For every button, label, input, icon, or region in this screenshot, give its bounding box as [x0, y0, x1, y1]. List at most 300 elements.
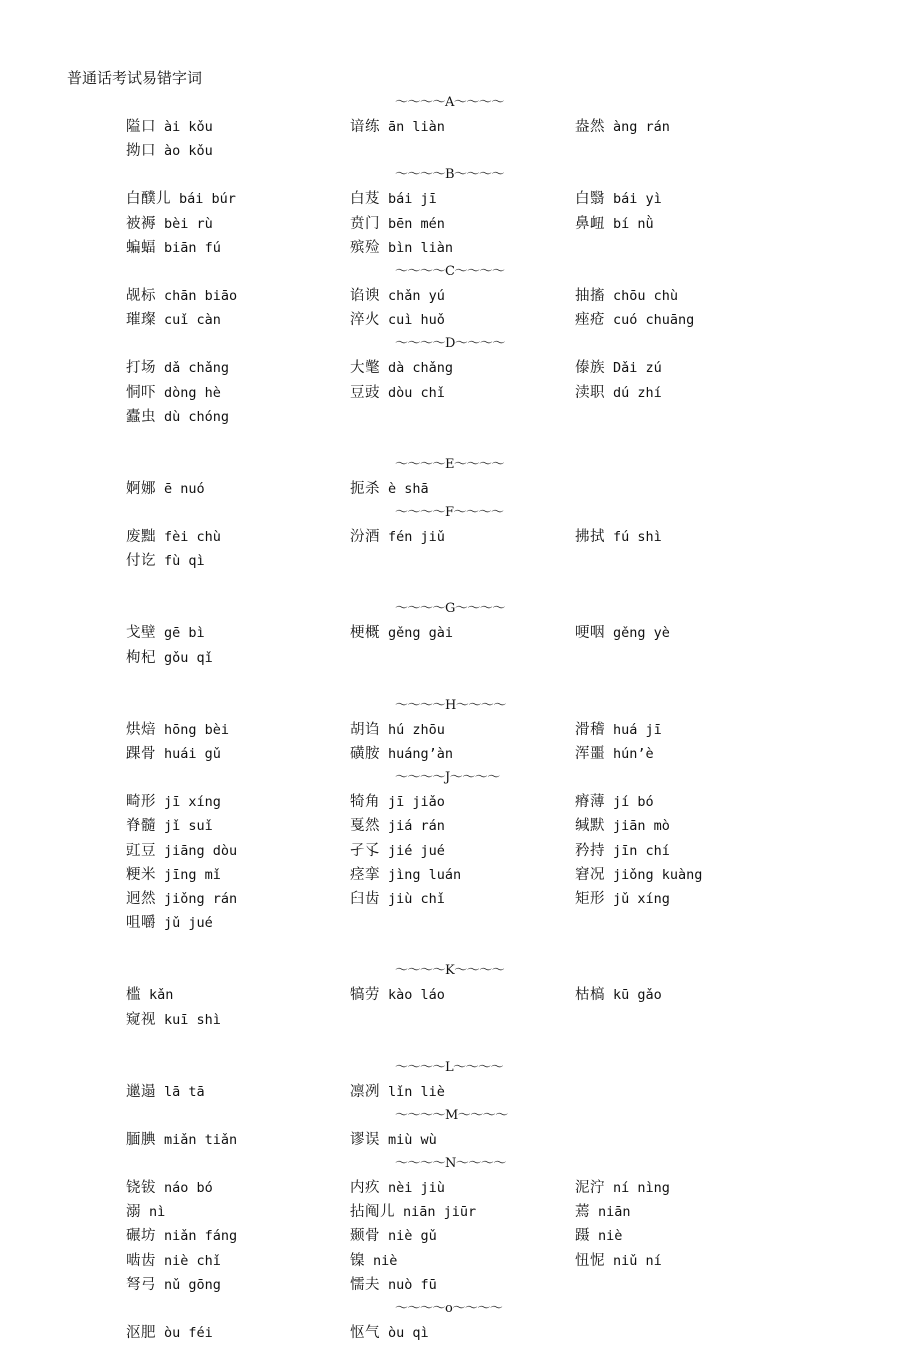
letter-section-o [0, 1297, 920, 1345]
word-text: 痤疮 [575, 312, 605, 329]
word-text: 付讫 [126, 553, 156, 570]
word-entry [575, 115, 670, 139]
letter-section-F [0, 501, 920, 573]
word-text: 缄默 [575, 818, 605, 835]
pinyin-text: lǐn liè [388, 1083, 445, 1100]
section-divider [0, 163, 920, 187]
section-letter-heading: ～～～～A～～～～ [395, 95, 504, 110]
letter-section-A [0, 91, 920, 163]
section-letter-heading: ～～～～D～～～～ [395, 336, 505, 352]
word-entry [126, 839, 237, 863]
word-text: 谬误 [350, 1131, 380, 1148]
word-entry [126, 1249, 221, 1273]
word-entry [126, 139, 213, 163]
word-text: 畸形 [126, 794, 156, 811]
word-text: 淬火 [350, 312, 380, 329]
word-entry [126, 236, 221, 260]
word-entry [126, 549, 205, 573]
section-letter-heading: ～～～～E～～～～ [395, 456, 504, 472]
word-row [0, 887, 920, 911]
pinyin-text: bí nǜ [613, 215, 654, 232]
word-entry [350, 814, 445, 838]
word-text: 犄角 [350, 794, 380, 811]
word-entry [126, 1176, 213, 1200]
pinyin-text: jǔ xíng [613, 890, 670, 907]
pinyin-text: kào láo [388, 987, 445, 1004]
section-divider [0, 453, 920, 477]
pinyin-text: bìn liàn [388, 239, 454, 256]
letter-section-N [0, 1152, 920, 1297]
pinyin-text: niān [598, 1204, 631, 1221]
pinyin-text: bái yì [613, 191, 662, 208]
section-divider [0, 959, 920, 983]
pinyin-text: bái jī [388, 191, 437, 208]
word-text: 梗概 [350, 625, 380, 642]
word-entry [350, 1273, 437, 1297]
pinyin-text: bēn mén [388, 215, 445, 232]
word-row [0, 549, 920, 573]
pinyin-text: cuì huǒ [388, 312, 445, 329]
word-row [0, 983, 920, 1007]
word-text: 瘠薄 [575, 794, 605, 811]
pinyin-text: cuǐ càn [164, 312, 221, 329]
section-letter-heading: ～～～～H～～～～ [395, 697, 506, 713]
pinyin-text: fèi chù [164, 529, 221, 546]
word-row [0, 187, 920, 211]
pinyin-text: miù wù [388, 1131, 437, 1148]
word-text: 腼腆 [126, 1131, 156, 1148]
pinyin-text: jīn chí [613, 842, 670, 859]
word-entry [126, 381, 221, 405]
section-spacer [0, 1032, 920, 1056]
word-entry [575, 525, 662, 549]
word-entry [575, 863, 702, 887]
word-row [0, 477, 920, 501]
word-entry [575, 839, 670, 863]
pinyin-text: cuó chuāng [613, 312, 695, 329]
letter-section-L [0, 1032, 920, 1104]
pinyin-text: fù qì [164, 553, 205, 570]
pinyin-text: ē nuó [164, 480, 205, 497]
section-divider [0, 1104, 920, 1128]
word-row [0, 236, 920, 260]
pinyin-text: niān jiūr [403, 1204, 477, 1221]
pinyin-text: bèi rù [164, 215, 213, 232]
word-text: 啮齿 [126, 1252, 156, 1269]
pinyin-text: ào kǒu [164, 143, 213, 160]
word-text: 孑孓 [350, 842, 380, 859]
word-row [0, 1176, 920, 1200]
pinyin-text: jiù chǐ [388, 890, 445, 907]
word-entry [350, 742, 453, 766]
word-entry [575, 212, 654, 236]
word-text: 怄气 [350, 1325, 380, 1341]
word-text: 咀嚼 [126, 915, 156, 932]
section-divider [0, 597, 920, 621]
pinyin-text: ān liàn [388, 119, 445, 135]
word-entry [126, 911, 213, 935]
word-text: 盎然 [575, 119, 605, 135]
word-text: 拈阄儿 [350, 1204, 395, 1221]
word-text: 被褥 [126, 215, 156, 232]
pinyin-text: bái búr [179, 191, 236, 208]
letter-section-B [0, 163, 920, 260]
word-entry [126, 621, 205, 645]
letter-section-K [0, 935, 920, 1031]
pinyin-text: jīng mǐ [164, 866, 221, 883]
word-row [0, 284, 920, 308]
word-text: 汾酒 [350, 529, 380, 546]
section-letter-heading: ～～～～G～～～～ [395, 601, 505, 617]
word-entry [575, 1249, 662, 1273]
word-text: 忸怩 [575, 1252, 605, 1269]
pinyin-text: niè gǔ [388, 1228, 437, 1245]
pinyin-text: chōu chù [613, 287, 679, 304]
word-entry [126, 525, 221, 549]
word-text: 蔫 [575, 1204, 590, 1221]
word-entry [350, 1128, 437, 1152]
word-text: 哽咽 [575, 625, 605, 642]
word-row [0, 839, 920, 863]
word-entry [126, 115, 213, 139]
word-row [0, 790, 920, 814]
section-divider [0, 91, 920, 115]
letter-section-G [0, 573, 920, 669]
pinyin-text: jí bó [613, 794, 654, 811]
word-text: 内疚 [350, 1180, 380, 1197]
pinyin-text: nì [149, 1204, 166, 1221]
word-entry [126, 814, 213, 838]
word-text: 谄谀 [350, 287, 380, 304]
pinyin-text: huá jī [613, 721, 662, 738]
word-row [0, 742, 920, 766]
word-text: 拗口 [126, 143, 156, 160]
word-entry [126, 863, 221, 887]
section-letter-heading: ～～～～C～～～～ [395, 263, 505, 279]
word-entry [126, 1224, 237, 1248]
word-entry [350, 983, 445, 1007]
word-entry [350, 839, 445, 863]
pinyin-text: nuò fū [388, 1276, 437, 1293]
pinyin-text: jǔ jué [164, 915, 213, 932]
word-text: 脊髓 [126, 818, 156, 835]
word-text: 烘焙 [126, 721, 156, 738]
word-entry [350, 477, 429, 501]
word-text: 枸杞 [126, 649, 156, 666]
word-entry [126, 646, 213, 670]
word-entry [575, 742, 654, 766]
pinyin-text: huái gǔ [164, 746, 221, 762]
word-entry [575, 187, 662, 211]
pinyin-text: niè [373, 1252, 398, 1269]
pinyin-text: jiǒng rán [164, 890, 238, 907]
pinyin-text: náo bó [164, 1180, 213, 1197]
letter-section-E [0, 429, 920, 501]
pinyin-text: huáng’àn [388, 746, 454, 762]
word-entry [350, 1321, 429, 1345]
pinyin-text: ní nìng [613, 1180, 670, 1197]
pinyin-text: fén jiǔ [388, 529, 445, 546]
word-row [0, 1080, 920, 1104]
pinyin-text: nǔ gōng [164, 1276, 221, 1293]
section-divider [0, 1152, 920, 1176]
pinyin-text: niè chǐ [164, 1252, 221, 1269]
word-entry [126, 887, 237, 911]
word-entry [126, 477, 205, 501]
word-text: 槛 [126, 987, 141, 1004]
pinyin-text: jiǒng kuàng [613, 866, 703, 883]
letter-section-D [0, 332, 920, 429]
section-spacer [0, 429, 920, 453]
word-text: 恫吓 [126, 384, 156, 401]
word-row [0, 1008, 920, 1032]
word-entry [350, 212, 445, 236]
word-text: 矜持 [575, 842, 605, 859]
word-row [0, 381, 920, 405]
word-text: 贲门 [350, 215, 380, 232]
pinyin-text: fú shì [613, 529, 662, 546]
word-text: 拂拭 [575, 529, 605, 546]
pinyin-text: nèi jiù [388, 1180, 445, 1197]
word-entry [126, 742, 221, 766]
pinyin-text: è shā [388, 480, 429, 497]
section-letter-heading: ～～～～M～～～～ [395, 1107, 508, 1123]
word-text: 戈壁 [126, 625, 156, 642]
pinyin-text: jī xíng [164, 794, 221, 811]
word-text: 大氅 [350, 360, 380, 377]
word-row [0, 525, 920, 549]
word-entry [350, 187, 437, 211]
word-entry [350, 284, 445, 308]
pinyin-text: dòu chǐ [388, 384, 445, 401]
word-text: 白芨 [350, 191, 380, 208]
pinyin-text: dòng hè [164, 384, 221, 401]
section-divider [0, 1297, 920, 1321]
word-text: 鼻衄 [575, 215, 605, 232]
word-entry [350, 236, 453, 260]
word-text: 渎职 [575, 384, 605, 401]
section-divider [0, 694, 920, 718]
pinyin-text: niǔ ní [613, 1252, 662, 1269]
word-entry [126, 1008, 221, 1032]
pinyin-text: dà chǎng [388, 360, 454, 377]
word-entry [575, 1224, 622, 1248]
pinyin-text: Dǎi zú [613, 360, 662, 377]
word-row [0, 308, 920, 332]
word-entry [126, 1200, 165, 1224]
word-text: 踝骨 [126, 746, 156, 762]
word-entry [126, 790, 221, 814]
word-entry [575, 887, 670, 911]
word-text: 凛冽 [350, 1083, 380, 1100]
section-spacer [0, 935, 920, 959]
section-divider [0, 1056, 920, 1080]
word-entry [126, 1080, 205, 1104]
word-text: 蠹虫 [126, 408, 156, 425]
word-entry [575, 814, 670, 838]
word-entry [350, 1176, 445, 1200]
word-text: 懦夫 [350, 1276, 380, 1293]
section-spacer [0, 573, 920, 597]
section-spacer [0, 670, 920, 694]
pinyin-text: gē bì [164, 625, 205, 642]
word-text: 胡诌 [350, 721, 380, 738]
pinyin-text: dù chóng [164, 408, 230, 425]
word-row [0, 405, 920, 429]
word-entry [126, 212, 213, 236]
word-entry [350, 308, 445, 332]
word-entry [350, 1080, 445, 1104]
word-entry [575, 1176, 670, 1200]
pinyin-text: gǒu qǐ [164, 649, 213, 666]
section-divider [0, 260, 920, 284]
pinyin-text: kuī shì [164, 1011, 221, 1028]
word-entry [126, 284, 237, 308]
pinyin-text: jiāng dòu [164, 842, 238, 859]
word-text: 矩形 [575, 890, 605, 907]
pinyin-text: hōng bèi [164, 721, 230, 738]
word-text: 殡殓 [350, 239, 380, 256]
word-text: 弩弓 [126, 1276, 156, 1293]
pinyin-text: dú zhí [613, 384, 662, 401]
word-row [0, 814, 920, 838]
word-entry [126, 356, 229, 380]
word-text: 打场 [126, 360, 156, 377]
word-entry [350, 790, 445, 814]
word-text: 豆豉 [350, 384, 380, 401]
word-entry [575, 356, 662, 380]
word-text: 沤肥 [126, 1325, 156, 1341]
word-entry [350, 525, 445, 549]
pinyin-text: jī jiǎo [388, 794, 445, 811]
pinyin-text: jiá rán [388, 818, 445, 835]
word-entry [126, 405, 229, 429]
word-entry [126, 187, 236, 211]
word-text: 臼齿 [350, 890, 380, 907]
word-row [0, 911, 920, 935]
word-text: 豇豆 [126, 842, 156, 859]
pinyin-text: àng rán [613, 119, 670, 135]
word-text: 谙练 [350, 119, 380, 135]
word-text: 璀璨 [126, 312, 156, 329]
word-row [0, 356, 920, 380]
pinyin-text: kǎn [149, 987, 174, 1004]
section-letter-heading: ～～～～o～～～～ [395, 1301, 503, 1316]
section-divider [0, 501, 920, 525]
section-letter-heading: ～～～～B～～～～ [395, 167, 505, 183]
word-text: 枯槁 [575, 987, 605, 1004]
section-letter-heading: ～～～～F～～～～ [395, 505, 504, 521]
word-text: 蝙蝠 [126, 239, 156, 256]
pinyin-text: chān biāo [164, 287, 238, 304]
letter-section-H [0, 670, 920, 766]
word-entry [350, 887, 445, 911]
section-divider [0, 766, 920, 790]
word-text: 浑噩 [575, 746, 605, 762]
pinyin-text: jìng luán [388, 866, 462, 883]
word-text: 白翳 [575, 191, 605, 208]
word-text: 迥然 [126, 890, 156, 907]
word-entry [350, 115, 445, 139]
word-entry [350, 621, 453, 645]
word-text: 痉挛 [350, 866, 380, 883]
word-text: 泥泞 [575, 1180, 605, 1197]
word-entry [126, 718, 229, 742]
word-row [0, 139, 920, 163]
word-row [0, 1224, 920, 1248]
word-row [0, 621, 920, 645]
word-entry [350, 1224, 437, 1248]
word-text: 邋遢 [126, 1083, 156, 1100]
pinyin-text: hún’è [613, 746, 654, 762]
word-text: 蹑 [575, 1228, 590, 1245]
word-row [0, 1321, 920, 1345]
word-text: 溺 [126, 1204, 141, 1221]
section-letter-heading: ～～～～K～～～～ [395, 963, 505, 979]
word-text: 傣族 [575, 360, 605, 377]
word-text: 粳米 [126, 866, 156, 883]
pinyin-text: òu féi [164, 1325, 213, 1341]
pinyin-text: niè [598, 1228, 623, 1245]
pinyin-text: jiān mò [613, 818, 670, 835]
word-entry [575, 1200, 631, 1224]
section-letter-heading: ～～～～J～～～～ [395, 770, 500, 786]
pinyin-text: ài kǒu [164, 119, 213, 135]
word-entry [575, 621, 670, 645]
letter-section-J [0, 766, 920, 935]
word-row [0, 863, 920, 887]
word-entry [350, 356, 453, 380]
word-text: 抽搐 [575, 287, 605, 304]
word-text: 镍 [350, 1252, 365, 1269]
word-text: 戛然 [350, 818, 380, 835]
pinyin-text: kū gǎo [613, 987, 662, 1004]
word-entry [575, 790, 654, 814]
pinyin-text: biān fú [164, 239, 221, 256]
word-entry [350, 718, 445, 742]
word-text: 窘况 [575, 866, 605, 883]
word-row [0, 1273, 920, 1297]
word-list [0, 91, 920, 1345]
word-entry [126, 308, 221, 332]
pinyin-text: gěng yè [613, 625, 670, 642]
word-text: 隘口 [126, 119, 156, 135]
word-row [0, 1200, 920, 1224]
word-text: 扼杀 [350, 480, 380, 497]
word-row [0, 1249, 920, 1273]
word-entry [126, 1128, 237, 1152]
pinyin-text: dǎ chǎng [164, 360, 230, 377]
word-entry [350, 381, 445, 405]
word-text: 犒劳 [350, 987, 380, 1004]
pinyin-text: gěng gài [388, 625, 454, 642]
section-letter-heading: ～～～～N～～～～ [395, 1156, 506, 1172]
pinyin-text: jǐ suǐ [164, 818, 213, 835]
word-text: 铙钹 [126, 1180, 156, 1197]
word-entry [575, 983, 662, 1007]
pinyin-text: hú zhōu [388, 721, 445, 738]
pinyin-text: jié jué [388, 842, 445, 859]
word-text: 窥视 [126, 1011, 156, 1028]
word-entry [350, 863, 461, 887]
word-entry [350, 1200, 476, 1224]
pinyin-text: lā tā [164, 1083, 205, 1100]
word-text: 滑稽 [575, 721, 605, 738]
word-entry [575, 284, 678, 308]
word-entry [575, 308, 694, 332]
pinyin-text: chǎn yú [388, 287, 445, 304]
section-letter-heading: ～～～～L～～～～ [395, 1059, 504, 1075]
